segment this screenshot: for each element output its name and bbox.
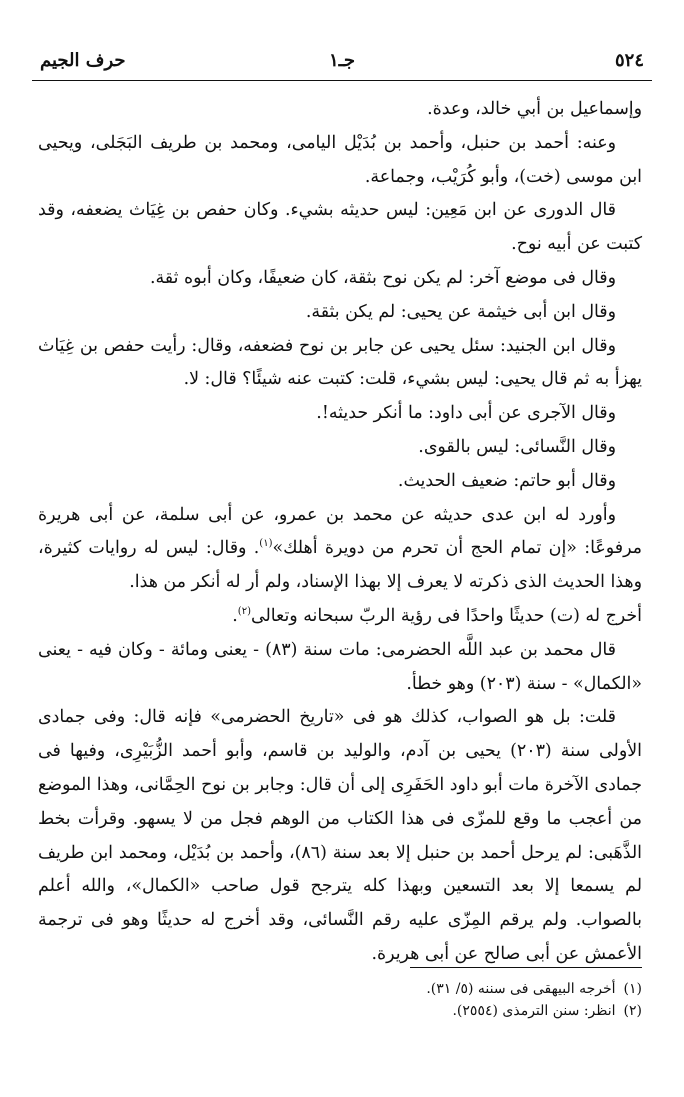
- paragraph: قال الدورى عن ابن مَعِين: ليس حديثه بشيء. وكان حفص بن غِيَاث يضعفه، وقد كتبت عن أبيه نوح.: [38, 200, 642, 255]
- paragraph: وقال ابن الجنيد: سئل يحيى عن جابر بن نوح فضعفه، وقال: رأيت حفص بن غِيَاث يهزأ به ثم قال يحيى: ليس بشيء، قلت: كتبت عنه شيئًا؟ قال: لا.: [38, 335, 642, 390]
- header-rule: [32, 80, 652, 81]
- running-head: [40, 50, 644, 80]
- paragraph-text: .: [232, 605, 238, 626]
- paragraph: وقال النَّسائى: ليس بالقوى.: [418, 436, 616, 457]
- paragraph: وإسماعيل بن أبي خالد، وعدة.: [427, 99, 642, 119]
- body-text: [38, 93, 642, 972]
- footnote-ref[interactable]: (٢): [237, 606, 251, 618]
- volume-label: جـ١: [328, 50, 356, 71]
- footnote-rule: [410, 967, 642, 968]
- footnote-mark: (٢): [623, 1003, 642, 1019]
- footnote: [40, 978, 642, 1000]
- footnotes: [40, 978, 642, 1022]
- footnote-text: انظر: سنن الترمذى (٢٥٥٤).: [452, 1003, 616, 1019]
- paragraph: وقال أبو حاتم: ضعيف الحديث.: [397, 470, 616, 491]
- paragraph: [38, 499, 642, 600]
- paragraph-text: . وقال: ليس له روايات كثيرة، وهذا الحديث الذى ذكرته لا يعرف إلا بهذا الإسناد، ولم أر له أنكر من هذا.: [38, 538, 642, 593]
- footnote-ref[interactable]: (١): [259, 538, 273, 550]
- footnote-text: أخرجه البيهقى فى سننه (٥/ ٣١).: [426, 981, 616, 997]
- paragraph: [38, 600, 642, 634]
- paragraph: وقال فى موضع آخر: لم يكن نوح بثقة، كان ضعيفًا، وكان أبوه ثقة.: [149, 267, 616, 288]
- paragraph: وقال الآجرى عن أبى داود: ما أنكر حديثه!.: [316, 403, 616, 424]
- chapter-title: حرف الجيم: [40, 50, 126, 71]
- footnote-mark: (١): [623, 981, 642, 997]
- paragraph: قال محمد بن عبد اللَّه الحضرمى: مات سنة (٨٣) - يعنى ومائة - وكان فيه - يعنى «الكمال» - سنة (٢٠٣) وهو خطأ.: [38, 639, 642, 694]
- paragraph: وعنه: أحمد بن حنبل، وأحمد بن بُدَيْل اليامى، ومحمد بن طريف البَجَلى، ويحيى ابن موسى (خت)، وأبو كُرَيْب، وجماعة.: [38, 132, 642, 187]
- paragraph: وقال ابن أبى خيثمة عن يحيى: لم يكن بثقة.: [305, 301, 616, 322]
- page-number: ٥٢٤: [614, 50, 644, 71]
- footnote: [40, 1000, 642, 1022]
- paragraph-text: أخرج له (ت) حديثًا واحدًا فى رؤية الربّ سبحانه وتعالى: [250, 605, 642, 626]
- paragraph-text: وأورد له ابن عدى حديثه عن محمد بن عمرو، عن أبى سلمة، عن أبى هريرة مرفوعًا: «إن تمام الحج أن تحرم من دويرة أهلك»: [38, 504, 642, 559]
- paragraph: قلت: بل هو الصواب، كذلك هو فى «تاريخ الحضرمى» فإنه قال: وفى جمادى الأولى سنة (٢٠٣) يحيى بن آدم، والوليد بن قاسم، وأبو أحمد الزُّبَيْرِى، وفيها فى جمادى الآخرة مات أبو داود الحَفَرِى إلى أن قال: وجابر بن نوح الحِمَّانى، وهذا الموضع من أعجب ما وقع للمزّى فى هذا الكتاب من الوهم فجل من لا يسهو. وقرأت بخط الذَّهَبى: لم يرحل أحمد بن حنبل إلا بعد سنة (٨٦)، وأحمد بن بُدَيْل، ومحمد ابن طريف لم يسمعا إلا بعد التسعين وبهذا كله يترجح قول صاحب «الكمال»، والله أعلم بالصواب. ولم يرقم المِزّى عليه رقم النَّسائى، وقد أخرج له حديثًا وهو فى ترجمة الأعمش عن أبى صالح عن أبى هريرة.: [38, 707, 642, 964]
